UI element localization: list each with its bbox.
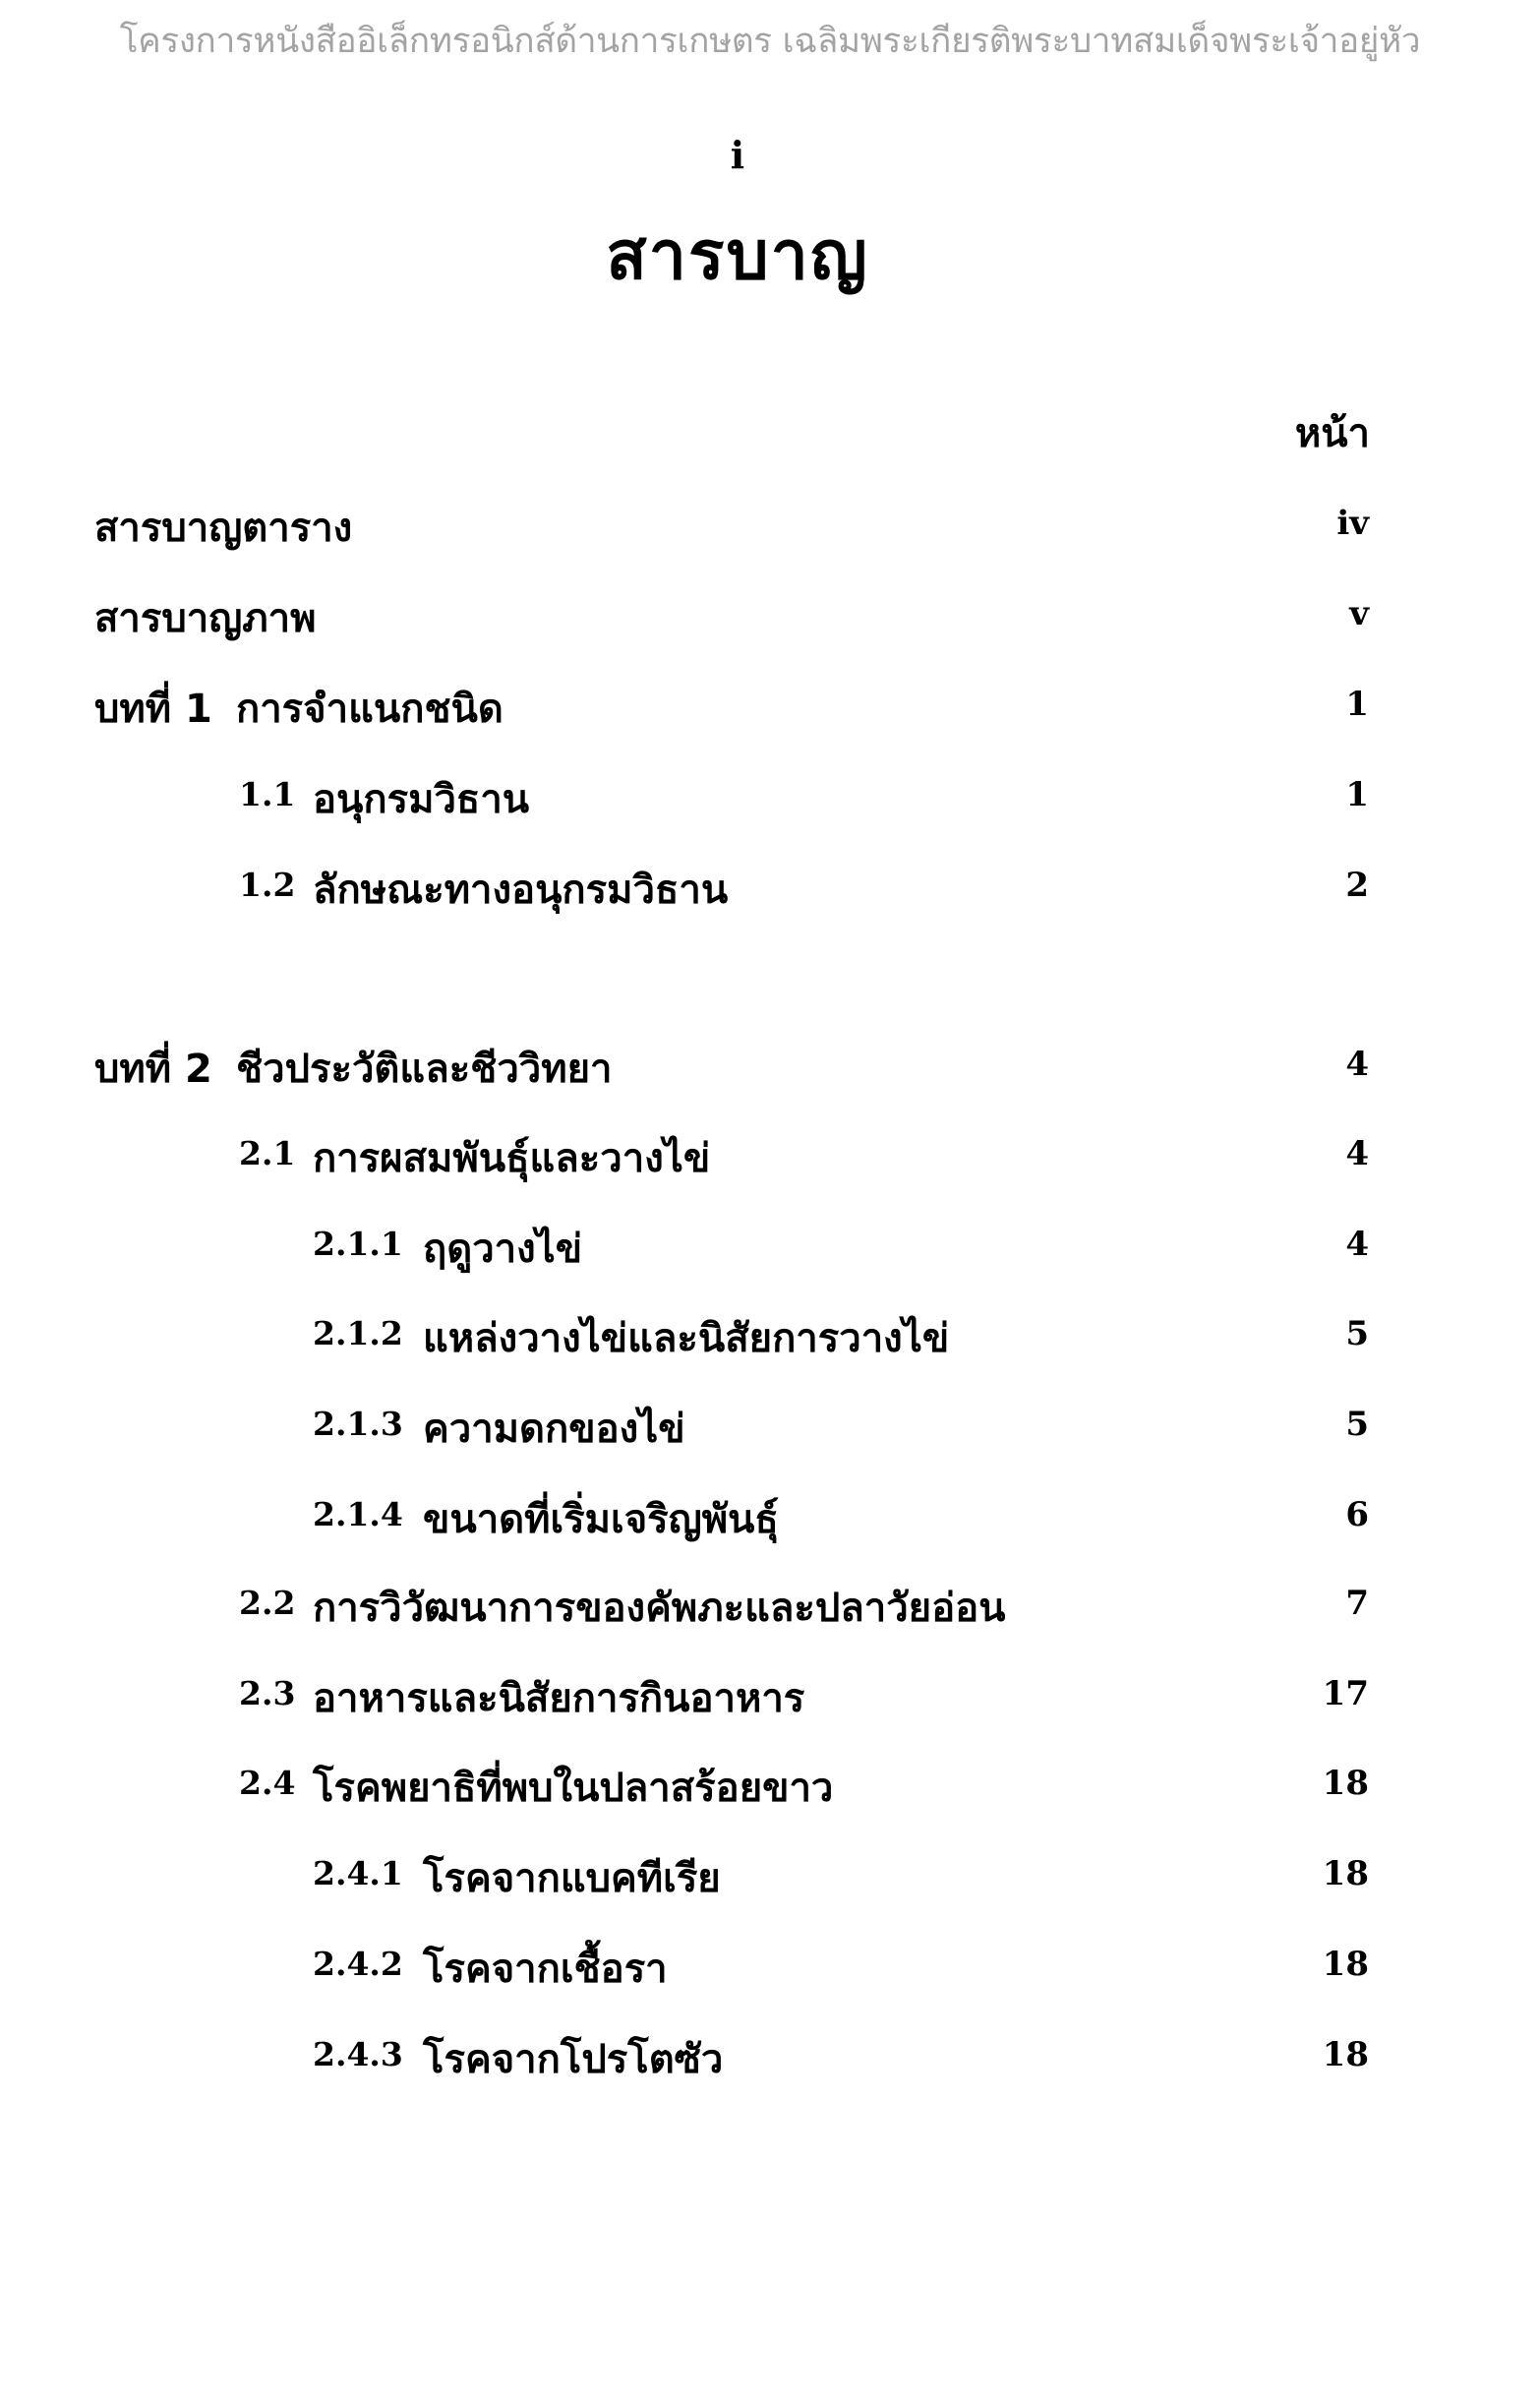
toc-entry-2-4-2[interactable]	[0, 1935, 1540, 1994]
toc-entry-label: ฤดูวางไข่	[423, 1227, 583, 1272]
toc-entry-2-4-3[interactable]	[0, 2025, 1540, 2084]
toc-entry-label: การวิวัฒนาการของคัพภะและปลาวัยอ่อน	[313, 1586, 1006, 1631]
toc-entry-number: บทที่ 2	[94, 1047, 212, 1092]
toc-entry-2-1[interactable]	[0, 1124, 1540, 1183]
toc-entry-number: 2.4	[239, 1764, 296, 1802]
toc-entry-label: โรคพยาธิที่พบในปลาสร้อยขาว	[313, 1766, 834, 1811]
page-number: i	[730, 133, 745, 177]
toc-entry-number: 2.4.3	[313, 2035, 403, 2073]
toc-entry-page: v	[1349, 594, 1369, 633]
toc-entry-label: สารบาญภาพ	[94, 596, 317, 641]
toc-entry-page: 1	[1345, 775, 1369, 814]
toc-entry-chapter-2[interactable]	[0, 1035, 1540, 1094]
toc-entry-label: ความดกของไข่	[423, 1407, 685, 1452]
toc-entry-2-1-1[interactable]	[0, 1215, 1540, 1274]
toc-entry-page: 4	[1345, 1225, 1369, 1264]
toc-entry-label: แหล่งวางไข่และนิสัยการวางไข่	[423, 1316, 950, 1361]
toc-entry-page: 7	[1345, 1584, 1369, 1623]
toc-entry-1-2[interactable]	[0, 856, 1540, 915]
toc-entry-label: สารบาญตาราง	[94, 506, 353, 551]
toc-entry-number: 2.4.2	[313, 1945, 403, 1983]
toc-entry-label: การผสมพันธุ์และวางไข่	[313, 1136, 711, 1181]
toc-entry-label: อาหารและนิสัยการกินอาหาร	[313, 1676, 805, 1721]
toc-entry-page: 5	[1345, 1314, 1369, 1353]
toc-entry-page: 18	[1322, 1945, 1369, 1984]
toc-entry-number: บทที่ 1	[94, 687, 212, 732]
toc-entry-number: 2.3	[239, 1674, 296, 1712]
toc-entry-page: 18	[1322, 1854, 1369, 1893]
toc-entry-number: 2.4.1	[313, 1854, 403, 1892]
toc-entry-page: 4	[1345, 1045, 1369, 1084]
toc-entry-label: ชีวประวัติและชีววิทยา	[236, 1047, 613, 1092]
toc-entry-page: 5	[1345, 1405, 1369, 1444]
toc-entry-number: 2.2	[239, 1584, 296, 1622]
toc-entry-number: 1.2	[239, 866, 296, 904]
page-column-header: หน้า	[1294, 410, 1370, 456]
toc-entry-page: 18	[1322, 1764, 1369, 1803]
toc-entry-page: 6	[1345, 1495, 1369, 1534]
toc-entry-label: โรคจากโปรโตซัว	[423, 2037, 724, 2082]
toc-entry-label: ลักษณะทางอนุกรมวิธาน	[313, 868, 729, 913]
toc-entry-page: 1	[1345, 685, 1369, 724]
toc-entry-page: 4	[1345, 1134, 1369, 1173]
toc-entry-tables[interactable]	[0, 494, 1540, 553]
toc-entry-label: โรคจากแบคทีเรีย	[423, 1856, 721, 1901]
toc-entry-2-1-3[interactable]	[0, 1395, 1540, 1454]
page-title: สารบาญ	[606, 216, 869, 295]
toc-entry-number: 1.1	[239, 775, 296, 813]
toc-entry-2-3[interactable]	[0, 1664, 1540, 1723]
toc-entry-label: การจำแนกชนิด	[236, 687, 503, 732]
toc-entry-label: ขนาดที่เริ่มเจริญพันธุ์	[423, 1497, 779, 1542]
toc-entry-number: 2.1.4	[313, 1495, 403, 1533]
toc-entry-figures[interactable]	[0, 584, 1540, 643]
toc-entry-page: 18	[1322, 2035, 1369, 2074]
toc-entry-chapter-1[interactable]	[0, 675, 1540, 734]
toc-entry-1-1[interactable]	[0, 765, 1540, 824]
toc-entry-number: 2.1.2	[313, 1314, 403, 1352]
toc-entry-2-4[interactable]	[0, 1754, 1540, 1813]
toc-entry-number: 2.1	[239, 1134, 296, 1172]
toc-entry-2-1-4[interactable]	[0, 1485, 1540, 1544]
toc-entry-2-2[interactable]	[0, 1574, 1540, 1633]
toc-entry-2-4-1[interactable]	[0, 1844, 1540, 1903]
toc-entry-number: 2.1.1	[313, 1225, 403, 1263]
toc-entry-number: 2.1.3	[313, 1405, 403, 1443]
toc-entry-2-1-2[interactable]	[0, 1304, 1540, 1363]
toc-entry-page: iv	[1336, 504, 1369, 543]
toc-entry-page: 2	[1345, 866, 1369, 905]
toc-entry-label: อนุกรมวิธาน	[313, 777, 530, 822]
watermark: โครงการหนังสืออิเล็กทรอนิกส์ด้านการเกษตร เฉลิมพระเกียรติพระบาทสมเด็จพระเจ้าอยู่หัว	[119, 22, 1421, 61]
toc-entry-label: โรคจากเชื้อรา	[423, 1947, 668, 1992]
toc-entry-page: 17	[1322, 1674, 1369, 1713]
